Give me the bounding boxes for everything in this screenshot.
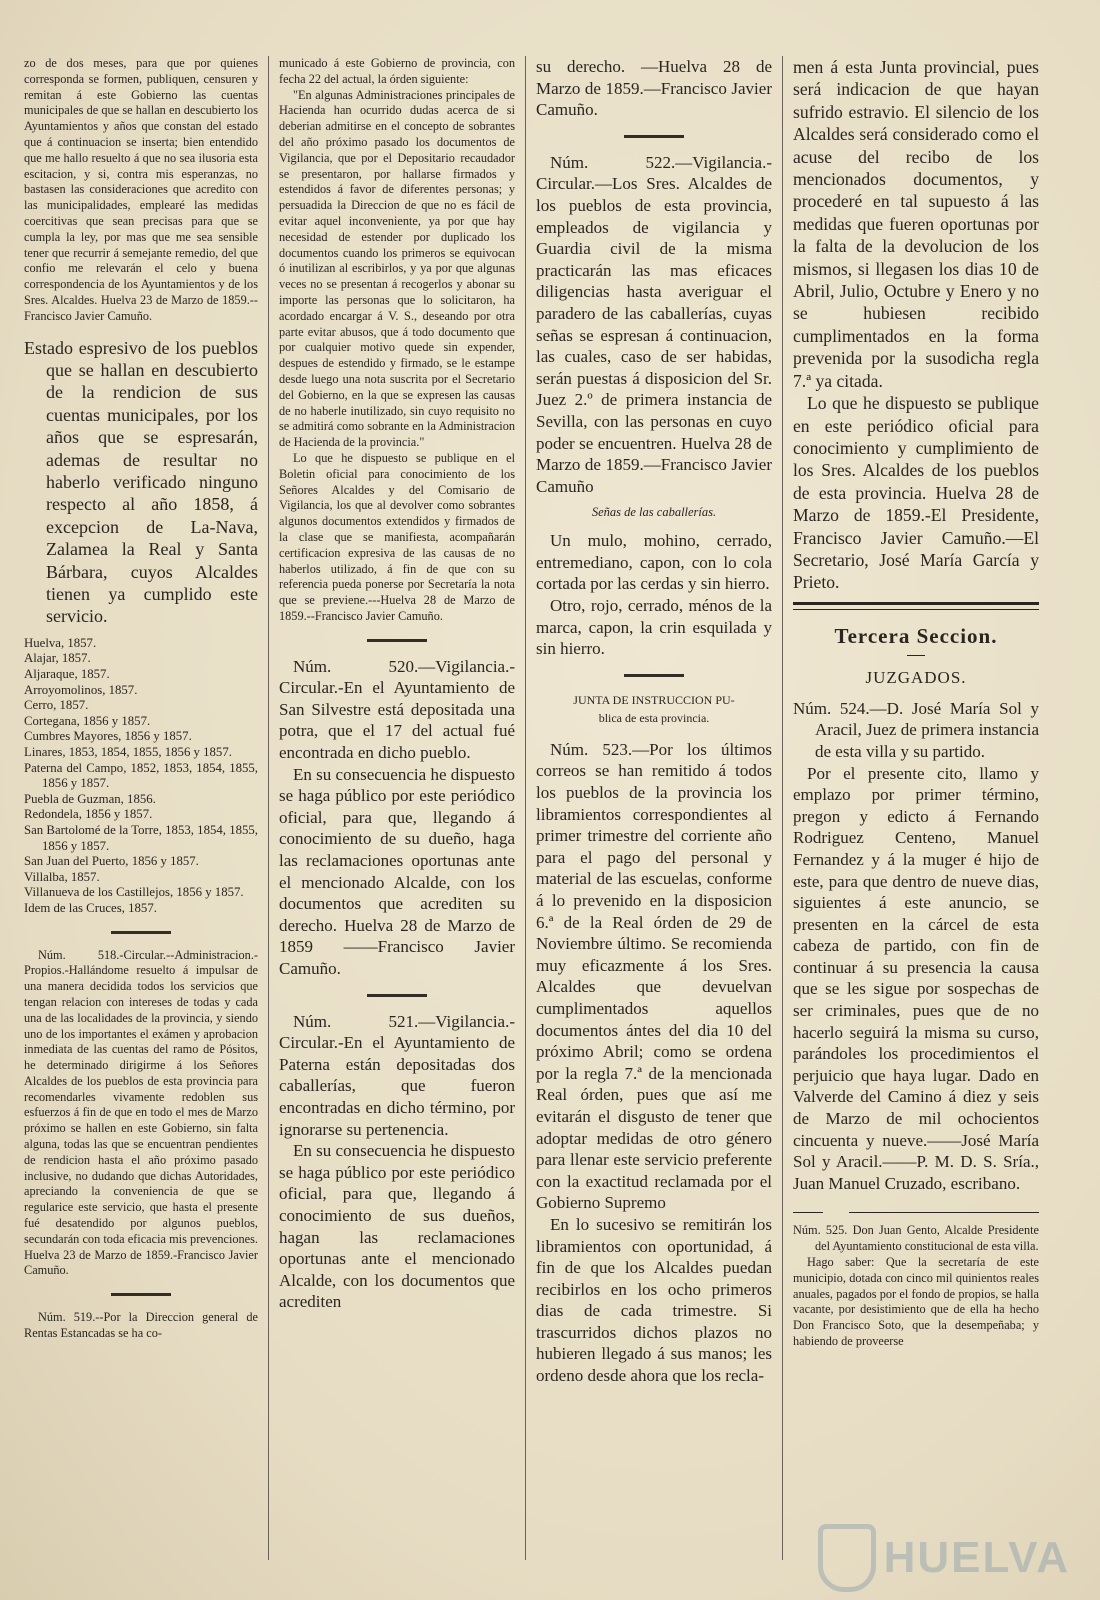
town-item: Puebla de Guzman, 1856. bbox=[24, 791, 156, 806]
notice-523-continued: men á esta Junta provincial, pues será indicacion de que hayan sufrido estravio. El silencio de los Alcaldes será considerado como el acuse del recibo de los mencionados documentos, y procederé en tal supuesto á las medidas que fueren oportunas por la falta de la devolucion de los mismos, si llegasen los dias 10 de Abril, Julio, Octubre y Enero y no se hubiesen recibido cumplimentados en la forma prevenida por la susodicha regla 7.ª ya citada. bbox=[793, 57, 1039, 391]
column-rule bbox=[782, 56, 783, 1560]
columns bbox=[16, 56, 1070, 1560]
intro-paragraph: zo de dos meses, para que por quienes corresponda se formen, publiquen, censuren y remitan á este Gobierno las cuentas municipales de que se hallan en descubierto los Ayuntamientos y años que constan del estado que á continuacion se inserta; bien entendido que me hallo resuelto á que no sea ilusoria esta escitacion, y si, contra mis esperanzas, no bastasen las consideraciones que acredito con las municipalidades, emplearé las medidas coercitivas que sean precisas para que se cumpla la ley, por mas que me sea sensible tener que recurrir á semejante remedio, del que confio me relevarán el celo y buena correspondencia de los Ayuntamientos y de los Sres. Alcaldes. Huelva 23 de Marzo de 1859.--Francisco Javier Camuño. bbox=[24, 56, 258, 323]
town-item: Linares, 1853, 1854, 1855, 1856 y 1857. bbox=[24, 744, 232, 759]
notice-524: Núm. 524.—D. José María Sol y Aracil, Juez de primera instancia de esta villa y su partido. bbox=[793, 698, 1039, 761]
notice-524-edicto: Por el presente cito, llamo y emplazo por primer término, pregon y edicto á Fernando Rodriguez Centeno, Manuel Fernandez y á la muger é hijo de este, para que dentro de nueve dias, siguientes á este anuncio, se presenten en la cárcel de esta cabeza de partido, con fin de continuar á su presencia la causa que se les sigue por sospechas de ser criminales, pues que de no hacerlo seguirá la misma su curso, parándoles los procedimientos el perjuicio que haya lugar. Dado en Valverde del Camino á diez y seis de Marzo de mil ochocientos cincuenta y nueve.——José María Sol y Aracil.——P. M. D. S. Sría., Juan Manuel Cruzado, escribano. bbox=[793, 763, 1039, 1193]
notice-520: Núm. 520.—Vigilancia.-Circular.-En el Ayuntamiento de San Silvestre está depositada una potra, que el 17 del actual fué encontrada en dicho pueblo. bbox=[279, 656, 515, 763]
section-title: Tercera Seccion. bbox=[834, 623, 998, 648]
notice-518: Núm. 518.-Circular.--Administracion.-Propios.-Hallándome resuelto á impulsar de una manera decidida todos los servicios que tengan relacion con intereses de todas y cada una de las localidades de la provincia, y siendo uno de los importantes el exámen y aprobacion inmediata de las cuentas del ramo de Pósitos, he determinado dirigirme á los Señores Alcaldes de los pueblos de esta provincia para recomendarles vivamente redoblen sus esfuerzos á fin de que en todo el mes de Marzo próximo se hallen en este Gobierno, sin falta alguna, todas las que se encuentran pendientes de rendicion hasta el año próximo pasado inclusive, no dudando que dichas Autoridades, apreciando la conveniencia de que se regularice este servicio, que hasta el presente fué desatendido por algunos pueblos, secundarán con toda eficacia mis prevenciones. Huelva 23 de Marzo de 1859.-Francisco Javier Camuño. bbox=[24, 947, 258, 1278]
estado-heading: Estado espresivo de los pueblos que se hallan en descubierto de la rendicion de sus cuentas municipales, por los años que se espresarán, ademas de resultar no haberlo verificado ninguno respecto al año 1858, á excepcion de La-Nava, Zalamea la Real y Santa Bárbara, cuyos Alcaldes tienen ya cumplido este servicio. bbox=[24, 337, 258, 627]
town-item: San Juan del Puerto, 1856 y 1857. bbox=[24, 854, 199, 869]
town-item: San Bartolomé de la Torre, 1853, 1854, 1855, 1856 y 1857. bbox=[24, 822, 258, 853]
notice-521-continued: su derecho. —Huelva 28 de Marzo de 1859.—Francisco Javier Camuño. bbox=[536, 57, 772, 120]
junta-heading-line-1: JUNTA DE INSTRUCCION PU- bbox=[573, 692, 735, 707]
town-item: Paterna del Campo, 1852, 1853, 1854, 1855, 1856 y 1857. bbox=[24, 760, 258, 791]
description-mulo: Un mulo, mohino, cerrado, entremediano, capon, con lo cola cortada por las cerdas y sin hierro. bbox=[536, 531, 772, 594]
dispuesto-paragraph: Lo que he dispuesto se publique en este periódico oficial para conocimiento y cumplimiento de los Sres. Alcaldes de los pueblos de esta provincia. Huelva 28 de Marzo de 1859.-El Presidente, Francisco Javier Camuño.—El Secretario, José María García y Prieto. bbox=[793, 393, 1039, 593]
shield-icon bbox=[818, 1524, 876, 1592]
notice-519-continued: municado á este Gobierno de provincia, con fecha 22 del actual, la órden siguiente: bbox=[279, 56, 515, 86]
town-item: Cumbres Mayores, 1856 y 1857. bbox=[24, 729, 192, 744]
section-separator bbox=[111, 931, 171, 934]
notice-525-hago-saber: Hago saber: Que la secretaría de este municipio, dotada con cinco mil quinientos reales anuales, pagados por el fondo de propios, se halla vacante, por desistimiento que de ella ha hecho Don Francisco Soto, que la desempeñaba; y habiendo de proveerse bbox=[793, 1255, 1039, 1348]
juzgados-heading: JUZGADOS. bbox=[865, 667, 967, 687]
town-item: Cerro, 1857. bbox=[24, 698, 89, 713]
notice-522: Núm. 522.—Vigilancia.-Circular.—Los Sres. Alcaldes de los pueblos de esta provincia, empleados de vigilancia y Guardia civil de la misma practicarán las mas eficaces diligencias hasta averiguar el paradero de las caballerías, cuyas señas se espresan á continuacion, las cuales, caso de ser habidas, serán puestas á disposicion del Sr. Juez 2.º de primera instancia de Sevilla, con las personas en cuyo poder se encuentren. Huelva 28 de Marzo de 1859.—Francisco Javier Camuño bbox=[536, 152, 772, 496]
column-1 bbox=[16, 56, 266, 1560]
senas-subheading: Señas de las caballerías. bbox=[591, 505, 717, 520]
section-separator bbox=[624, 674, 684, 677]
town-item: Cortegana, 1856 y 1857. bbox=[24, 713, 151, 728]
notice-520-consecuencia: En su consecuencia he dispuesto se haga público por este periódico oficial, para que, llegando á conocimiento de su dueño, haga las reclamaciones oportunas ante el mencionado Alcalde, con los documentos que acrediten su derecho. Huelva 28 de Marzo de 1859 ——Francisco Javier Camuño. bbox=[279, 764, 515, 978]
notice-523: Núm. 523.—Por los últimos correos se han remitido á todos los pueblos de la provincia los libramientos correspondientes al primer trimestre del corriente año para el pago del personal y material de las escuelas, conforme á lo prevenido en la disposicion 6.ª de la Real órden de 29 de Noviembre último. Se recomienda muy eficazmente á los Sres. Alcaldes que devuelvan cumplimentados aquellos documentos ántes del dia 10 del próximo Abril; como se ordena por la regla 7.ª de la mencionada Real órden, pues que así me evitarán el disgusto de tener que adoptar medidas de otro género para llenar este servicio preferente con la exactitud reclamada por el Gobierno Supremo bbox=[536, 739, 772, 1213]
town-item: Huelva, 1857. bbox=[24, 635, 97, 650]
column-rule bbox=[268, 56, 269, 1560]
section-separator bbox=[111, 1293, 171, 1296]
section-separator-double bbox=[793, 1212, 1039, 1213]
section-separator bbox=[367, 994, 427, 997]
publique-paragraph: Lo que he dispuesto se publique en el Boletin oficial para conocimiento de los Señores Alcaldes y del Comisario de Vigilancia, los que al devolver como sobrantes algunos documentos extendidos y firmados de la clase que se manifiesta, acompañarán certificacion expresiva de las causas de no haberlos utilizado, á fin de que con su referencia pueda ponerse por Secretaría la nota que se previene.---Huelva 28 de Marzo de 1859.--Francisco Javier Camuño. bbox=[279, 450, 515, 623]
direccion-quote: "En algunas Administraciones principales de Hacienda han ocurrido dudas acerca de si deberian admitirse en el concepto de sobrantes del año próximo pasado los documentos de Vigilancia, que por el Depositario recaudador se presentaron, por hallarse firmados y estendidos á favor de diferentes personas; y persuadida la Direccion de que no es fácil de evitar aquel inconveniente, ya por que hay necesidad de estender por duplicado los documentos cuando los primeros se equivocan ó inutilizan al escribirlos, y ya por que algunas veces no se presentan á recogerlos y abonar su importe las personas que lo solicitaron, ha acordado encargar á V. S., deseando por otra parte evitar abusos, que á todo documento que por cualquier motivo quede sin expender, despues de estendido y firmado, se le estampe desde luego una nota suscrita por el Secretario del Gobierno, en la que se expresen las causas de no haberle inutilizado, sin cuyo requisito no se admitirá como sobrante en la Administracion de Hacienda de la provincia." bbox=[279, 87, 515, 450]
notice-521-consecuencia: En su consecuencia he dispuesto se haga público por este periódico oficial, para que, llegando á conocimiento de sus dueños, hagan las reclamaciones oportunas ante el mencionado Alcalde, con los documentos que acrediten bbox=[279, 1141, 515, 1312]
section-separator bbox=[367, 639, 427, 642]
town-item: Aljaraque, 1857. bbox=[24, 667, 110, 682]
junta-heading-line-2: blica de esta provincia. bbox=[598, 710, 710, 725]
archive-watermark bbox=[818, 1524, 1070, 1592]
junta-heading bbox=[536, 691, 772, 727]
town-item: Idem de las Cruces, 1857. bbox=[24, 900, 157, 915]
town-item: Alajar, 1857. bbox=[24, 651, 91, 666]
column-rule bbox=[525, 56, 526, 1560]
town-item: Redondela, 1856 y 1857. bbox=[24, 807, 153, 822]
town-item: Arroyomolinos, 1857. bbox=[24, 682, 138, 697]
notice-521: Núm. 521.—Vigilancia.-Circular.-En el Ayuntamiento de Paterna están depositadas dos caballerías, que fueron encontradas en dicho término, por ignorarse su pertenencia. bbox=[279, 1011, 515, 1139]
title-dash bbox=[907, 655, 925, 656]
town-item: Villanueva de los Castillejos, 1856 y 1857. bbox=[24, 885, 244, 900]
towns-list bbox=[24, 636, 258, 917]
town-item: Villalba, 1857. bbox=[24, 869, 100, 884]
notice-525: Núm. 525. Don Juan Gento, Alcalde Presidente del Ayuntamiento constitucional de esta villa. bbox=[793, 1223, 1039, 1254]
section-double-rule bbox=[793, 602, 1039, 610]
section-separator bbox=[624, 135, 684, 138]
column-3 bbox=[528, 56, 780, 1560]
description-otro: Otro, rojo, cerrado, ménos de la marca, capon, la crin esquilada y sin hierro. bbox=[536, 596, 772, 659]
watermark-text: HUELVA bbox=[883, 1533, 1070, 1582]
notice-523-sucesivo: En lo sucesivo se remitirán los libramientos con oportunidad, á fin de que los Alcaldes puedan recibirlos en los ocho primeros dias de cada trimestre. Si trascurridos dichos plazos no hubieren llegado á sus manos; les ordeno desde ahora que los recla- bbox=[536, 1214, 772, 1386]
notice-519: Núm. 519.--Por la Direccion general de Rentas Estancadas se ha co- bbox=[24, 1310, 258, 1341]
column-2 bbox=[271, 56, 523, 1560]
column-4 bbox=[785, 56, 1047, 1560]
